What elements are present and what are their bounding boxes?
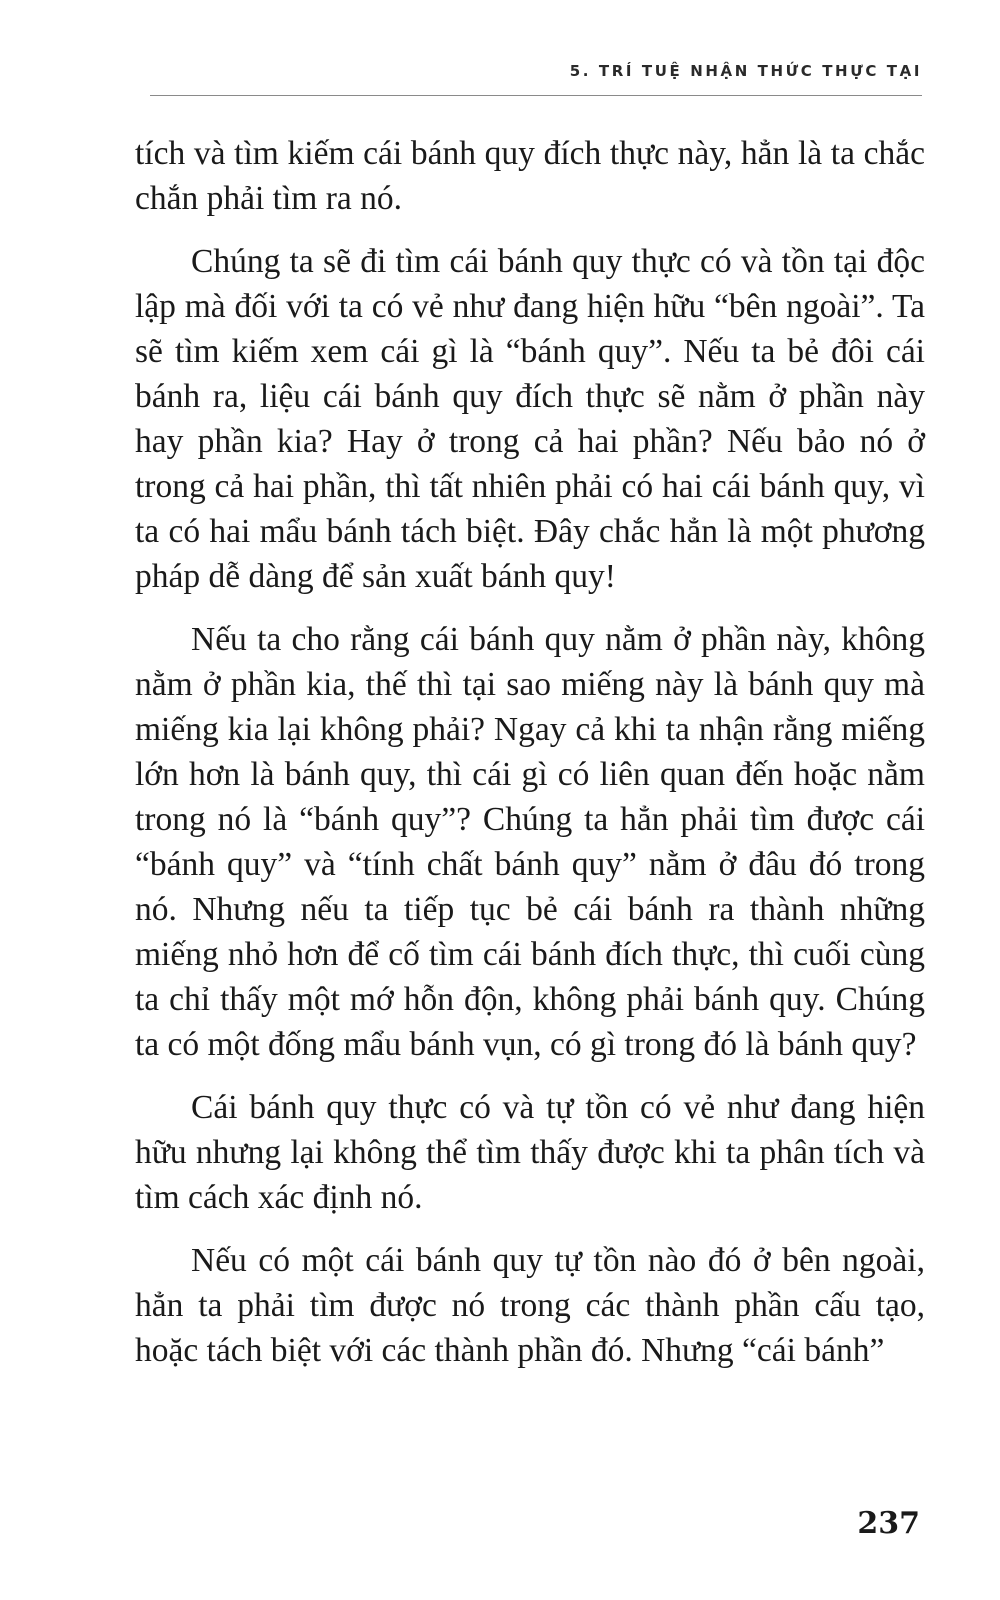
running-header: 5. TRÍ TUỆ NHẬN THỨC THỰC TẠI [569,62,922,80]
page-number: 237 [857,1506,920,1541]
paragraph: Cái bánh quy thực có và tự tồn có vẻ như đang hiện hữu nhưng lại không thể tìm thấy được khi ta phân tích và tìm cách xác định nó. [135,1089,925,1216]
paragraph: Chúng ta sẽ đi tìm cái bánh quy thực có và tồn tại độc lập mà đối với ta có vẻ như đang hiện hữu “bên ngoài”. Ta sẽ tìm kiếm xem cái gì là “bánh quy”. Nếu ta bẻ đôi cái bánh ra, liệu cái bánh quy đích thực sẽ nằm ở phần này hay phần kia? Hay ở trong cả hai phần? Nếu bảo nó ở trong cả hai phần, thì tất nhiên phải có hai cái bánh quy, vì ta có hai mẩu bánh tách biệt. Đây chắc hẳn là một phương pháp dễ dàng để sản xuất bánh quy! [135,243,925,595]
paragraph-continuation: tích và tìm kiếm cái bánh quy đích thực này, hẳn là ta chắc chắn phải tìm ra nó. [135,135,925,217]
paragraph: Nếu ta cho rằng cái bánh quy nằm ở phần này, không nằm ở phần kia, thế thì tại sao miếng này là bánh quy mà miếng kia lại không phải? Ngay cả khi ta nhận rằng miếng lớn hơn là bánh quy, thì cái gì có liên quan đến hoặc nằm trong nó là “bánh quy”? Chúng ta hẳn phải tìm được cái “bánh quy” và “tính chất bánh quy” nằm ở đâu đó trong nó. Nhưng nếu ta tiếp tục bẻ cái bánh ra thành những miếng nhỏ hơn để cố tìm cái bánh đích thực, thì cuối cùng ta chỉ thấy một mớ hỗn độn, không phải bánh quy. Chúng ta có một đống mẩu bánh vụn, có gì trong đó là bánh quy? [135,621,925,1063]
paragraph: Nếu có một cái bánh quy tự tồn nào đó ở bên ngoài, hẳn ta phải tìm được nó trong các thành phần cấu tạo, hoặc tách biệt với các thành phần đó. Nhưng “cái bánh” [135,1242,925,1369]
body-text [135,131,925,1391]
header-divider [150,95,922,96]
